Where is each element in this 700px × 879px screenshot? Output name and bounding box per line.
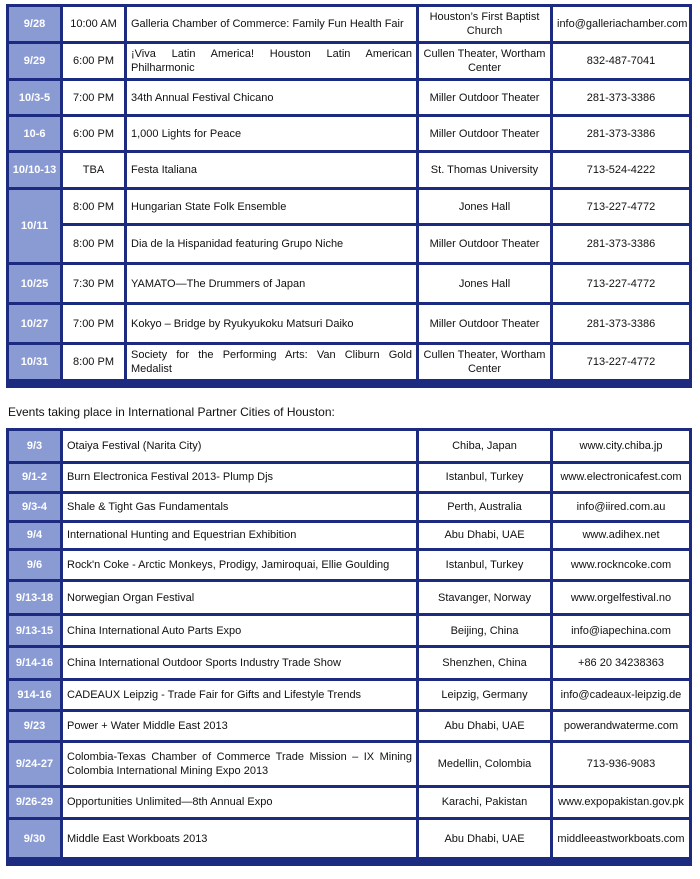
event-venue: Miller Outdoor Theater: [419, 117, 553, 150]
event-date: 9/1-2: [9, 464, 63, 492]
event-venue: Houston’s First Baptist Church: [419, 7, 553, 41]
event-name: Opportunities Unlimited—8th Annual Expo: [63, 788, 419, 818]
event-time: 6:00 PM: [63, 44, 127, 78]
table-row: [9, 153, 689, 187]
event-name: Burn Electronica Festival 2013- Plump Djs: [63, 464, 419, 492]
event-website: www.rockncoke.com: [553, 551, 689, 579]
event-time: 8:00 PM: [63, 345, 127, 379]
table-row: [9, 305, 689, 342]
event-date: 9/3: [9, 431, 63, 461]
event-name: Otaiya Festival (Narita City): [63, 431, 419, 461]
event-name: 1,000 Lights for Peace: [127, 117, 419, 150]
event-city: Abu Dhabi, UAE: [419, 820, 553, 857]
event-website: www.city.chiba.jp: [553, 431, 689, 461]
event-venue: St. Thomas University: [419, 153, 553, 187]
event-venue: Miller Outdoor Theater: [419, 81, 553, 114]
event-date: 10/27: [9, 305, 63, 342]
table-row: [9, 345, 689, 379]
event-name: Society for the Performing Arts: Van Cliburn Gold Medalist: [127, 345, 419, 379]
event-name: Rock'n Coke - Arctic Monkeys, Prodigy, Jamiroquai, Ellie Goulding: [63, 551, 419, 579]
event-name: YAMATO—The Drummers of Japan: [127, 265, 419, 302]
table-row: [9, 81, 689, 114]
event-city: Chiba, Japan: [419, 431, 553, 461]
event-name: Power + Water Middle East 2013: [63, 712, 419, 740]
event-website: 713-936-9083: [553, 743, 689, 785]
event-venue: Cullen Theater, Wortham Center: [419, 44, 553, 78]
event-contact: 713-524-4222: [553, 153, 689, 187]
event-city: Abu Dhabi, UAE: [419, 712, 553, 740]
table-row: [9, 788, 689, 818]
event-name: Norwegian Organ Festival: [63, 582, 419, 614]
event-name: CADEAUX Leipzig - Trade Fair for Gifts and Lifestyle Trends: [63, 681, 419, 710]
event-city: Stavanger, Norway: [419, 582, 553, 614]
table-row: [9, 265, 689, 302]
event-city: Medellin, Colombia: [419, 743, 553, 785]
event-city: Beijing, China: [419, 616, 553, 645]
event-contact: 281-373-3386: [553, 81, 689, 114]
section-title: Events taking place in International Partner Cities of Houston:: [8, 405, 335, 419]
event-name: Middle East Workboats 2013: [63, 820, 419, 857]
event-name: Kokyo – Bridge by Ryukyukoku Matsuri Daiko: [127, 305, 419, 342]
event-contact: 713-227-4772: [553, 190, 689, 223]
event-venue: Miller Outdoor Theater: [419, 305, 553, 342]
event-city: Leipzig, Germany: [419, 681, 553, 710]
table-row: [9, 7, 689, 41]
event-website: +86 20 34238363: [553, 648, 689, 678]
table-row: [9, 190, 689, 223]
table-row: [9, 44, 689, 78]
event-website: info@cadeaux-leipzig.de: [553, 681, 689, 710]
event-time: 10:00 AM: [63, 7, 127, 41]
event-date: 914-16: [9, 681, 63, 710]
event-name: Colombia-Texas Chamber of Commerce Trade Mission – IX Mining Colombia International Mining Expo 2013: [63, 743, 419, 785]
event-date: 10/3-5: [9, 81, 63, 114]
event-date: 9/3-4: [9, 494, 63, 520]
event-date: 9/4: [9, 523, 63, 549]
event-date: 9/30: [9, 820, 63, 857]
event-time: 7:00 PM: [63, 305, 127, 342]
event-name: Shale & Tight Gas Fundamentals: [63, 494, 419, 520]
event-city: Istanbul, Turkey: [419, 551, 553, 579]
event-time: 8:00 PM: [63, 190, 127, 223]
table-row: [9, 616, 689, 645]
event-date: 10/31: [9, 345, 63, 379]
table-row: [9, 582, 689, 614]
table-row: [9, 523, 689, 549]
event-name: Festa Italiana: [127, 153, 419, 187]
event-contact: 281-373-3386: [553, 226, 689, 262]
table-row: [9, 712, 689, 740]
event-contact: info@galleriachamber.com: [553, 7, 689, 41]
table-row: [9, 226, 689, 262]
event-time: 7:30 PM: [63, 265, 127, 302]
houston-events-table: [6, 4, 692, 388]
event-website: powerandwaterme.com: [553, 712, 689, 740]
event-website: info@iapechina.com: [553, 616, 689, 645]
event-city: Karachi, Pakistan: [419, 788, 553, 818]
international-events-table: [6, 428, 692, 866]
event-name: 34th Annual Festival Chicano: [127, 81, 419, 114]
event-date: 9/29: [9, 44, 63, 78]
table-row: [9, 551, 689, 579]
event-date: 9/6: [9, 551, 63, 579]
event-date: 9/28: [9, 7, 63, 41]
event-city: Istanbul, Turkey: [419, 464, 553, 492]
table-row: [9, 681, 689, 710]
table-row: [9, 464, 689, 492]
event-contact: 832-487-7041: [553, 44, 689, 78]
table-row: [9, 117, 689, 150]
table-row: [9, 743, 689, 785]
event-name: China International Outdoor Sports Industry Trade Show: [63, 648, 419, 678]
event-website: www.electronicafest.com: [553, 464, 689, 492]
event-contact: 281-373-3386: [553, 305, 689, 342]
event-name: China International Auto Parts Expo: [63, 616, 419, 645]
event-name: ¡Viva Latin America! Houston Latin American Philharmonic: [127, 44, 419, 78]
event-time: 7:00 PM: [63, 81, 127, 114]
event-date: 10/25: [9, 265, 63, 302]
event-website: info@iired.com.au: [553, 494, 689, 520]
event-date: 10/10-13: [9, 153, 63, 187]
event-date: 10-6: [9, 117, 63, 150]
event-contact: 281-373-3386: [553, 117, 689, 150]
event-website: www.adihex.net: [553, 523, 689, 549]
event-venue: Miller Outdoor Theater: [419, 226, 553, 262]
event-name: Galleria Chamber of Commerce: Family Fun Health Fair: [127, 7, 419, 41]
event-city: Shenzhen, China: [419, 648, 553, 678]
event-date: 9/23: [9, 712, 63, 740]
event-name: International Hunting and Equestrian Exhibition: [63, 523, 419, 549]
event-date: 9/26-29: [9, 788, 63, 818]
event-city: Perth, Australia: [419, 494, 553, 520]
event-name: Dia de la Hispanidad featuring Grupo Niche: [127, 226, 419, 262]
event-contact: 713-227-4772: [553, 345, 689, 379]
table-row: [9, 494, 689, 520]
event-contact: 713-227-4772: [553, 265, 689, 302]
table-row: [9, 820, 689, 857]
event-date: 9/14-16: [9, 648, 63, 678]
event-date: 9/13-15: [9, 616, 63, 645]
event-website: www.orgelfestival.no: [553, 582, 689, 614]
event-venue: Jones Hall: [419, 190, 553, 223]
event-website: middleeastworkboats.com: [553, 820, 689, 857]
event-city: Abu Dhabi, UAE: [419, 523, 553, 549]
event-date: 9/13-18: [9, 582, 63, 614]
event-time: 6:00 PM: [63, 117, 127, 150]
event-website: www.expopakistan.gov.pk: [553, 788, 689, 818]
table-row: [9, 431, 689, 461]
event-venue: Cullen Theater, Wortham Center: [419, 345, 553, 379]
event-time: TBA: [63, 153, 127, 187]
event-time: 8:00 PM: [63, 226, 127, 262]
event-name: Hungarian State Folk Ensemble: [127, 190, 419, 223]
event-date: 10/11: [9, 190, 63, 262]
event-venue: Jones Hall: [419, 265, 553, 302]
event-date: 9/24-27: [9, 743, 63, 785]
table-row: [9, 648, 689, 678]
